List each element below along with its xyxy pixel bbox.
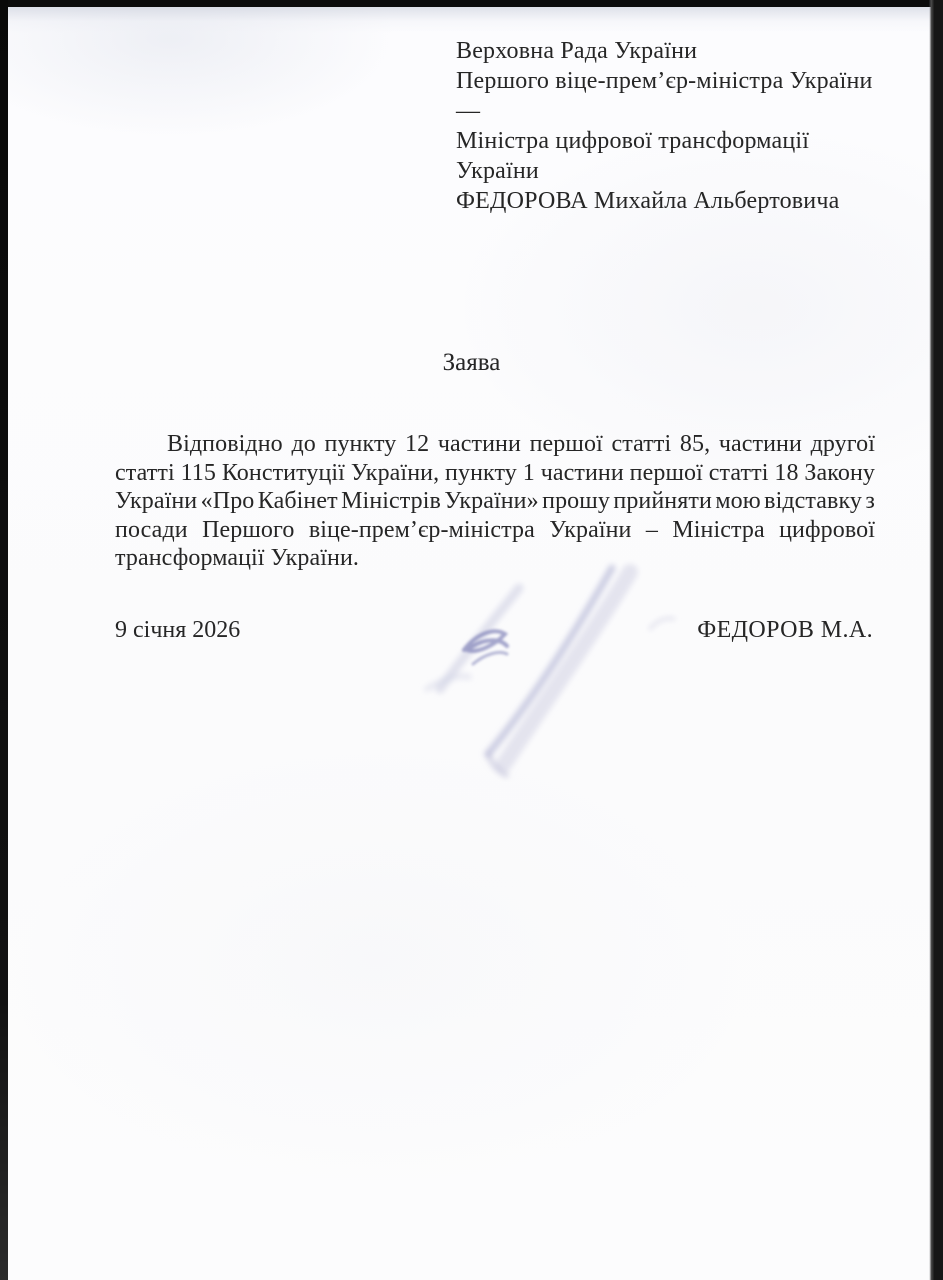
document-title: Заява [442, 349, 501, 376]
date-text: 9 січня 2026 [115, 617, 241, 643]
signer-name: ФЕДОРОВ М.А. [697, 617, 873, 643]
scan-shadow-top [0, 7, 943, 33]
addressee-line: Першого віце-прем’єр-міністра України — [456, 68, 873, 124]
addressee-line: Міністра цифрової трансформації України [456, 128, 810, 184]
addressee-line: ФЕДОРОВА Михайла Альбертовича [456, 188, 840, 214]
signature-icon [406, 538, 688, 782]
addressee-line: Верховна Рада України [456, 38, 698, 64]
scan-edge-left [0, 0, 8, 1280]
scan-edge-top [0, 0, 943, 7]
body-line: України «Про Кабінет Міністрів України» прошу прийняти мою відставку з [115, 488, 875, 514]
body-line: посади Першого віце-прем’єр-міністра України – Міністра цифрової [115, 516, 875, 543]
signature-stroke [464, 631, 507, 651]
addressee-block [456, 36, 886, 216]
body-line: Відповідно до пункту 12 частини першої статті 85, частини другої [167, 431, 875, 457]
scan-edge-right [929, 0, 943, 1280]
handwritten-signature [406, 538, 688, 782]
body-paragraph [115, 430, 875, 573]
body-line: статті 115 Конституції України, пункту 1 частини першої статті 18 Закону [115, 459, 875, 486]
body-line: трансформації України. [115, 545, 360, 571]
